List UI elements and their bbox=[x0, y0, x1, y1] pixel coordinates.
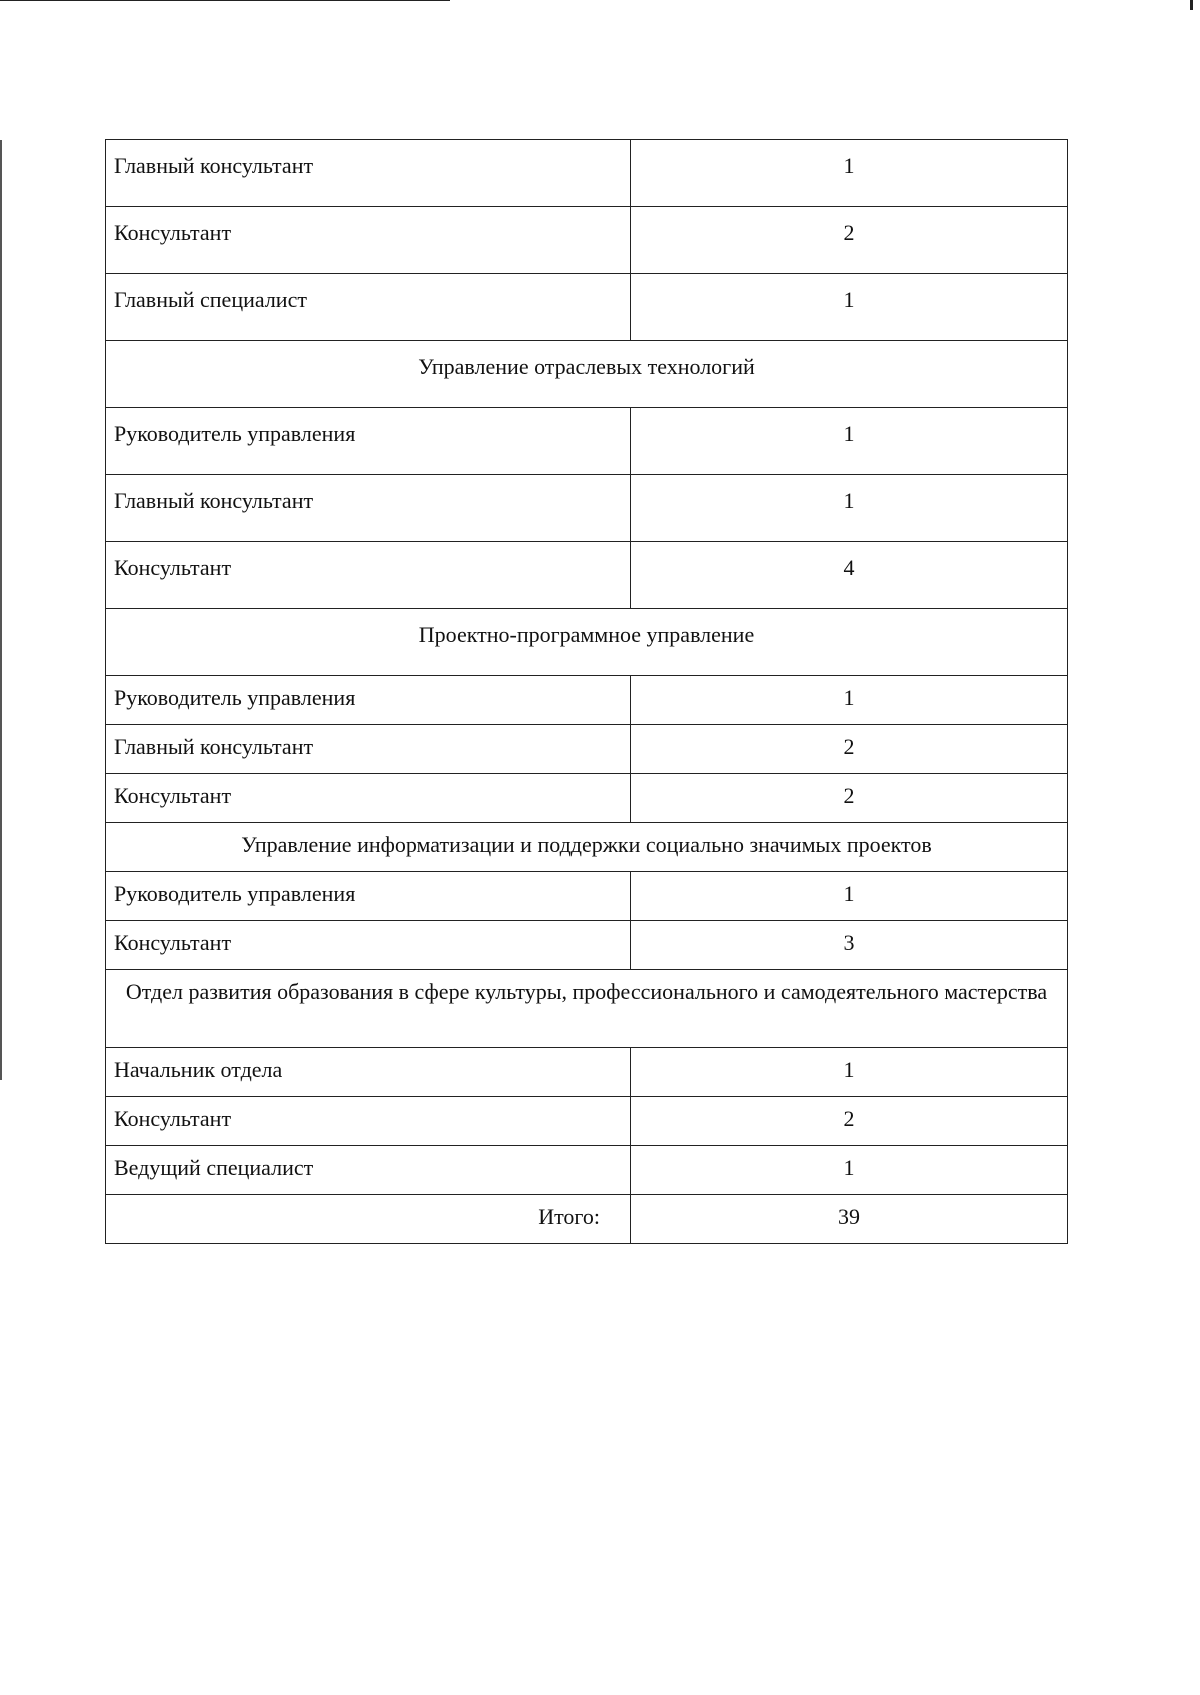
position-row bbox=[106, 274, 1068, 341]
position-name: Консультант bbox=[106, 207, 631, 274]
section-row bbox=[106, 823, 1068, 872]
position-count: 1 bbox=[631, 872, 1068, 921]
position-row bbox=[106, 140, 1068, 207]
section-row bbox=[106, 609, 1068, 676]
position-name: Главный консультант bbox=[106, 140, 631, 207]
position-name: Консультант bbox=[106, 542, 631, 609]
section-title: Управление отраслевых технологий bbox=[106, 341, 1068, 408]
position-row bbox=[106, 725, 1068, 774]
position-count: 1 bbox=[631, 475, 1068, 542]
position-row bbox=[106, 1048, 1068, 1097]
position-row bbox=[106, 475, 1068, 542]
position-row bbox=[106, 872, 1068, 921]
position-name: Консультант bbox=[106, 921, 631, 970]
position-count: 1 bbox=[631, 140, 1068, 207]
total-row bbox=[106, 1195, 1068, 1244]
position-row bbox=[106, 542, 1068, 609]
scan-line-left bbox=[0, 140, 2, 1080]
position-name: Главный консультант bbox=[106, 725, 631, 774]
position-count: 4 bbox=[631, 542, 1068, 609]
position-count: 1 bbox=[631, 274, 1068, 341]
section-row bbox=[106, 341, 1068, 408]
scan-mark-right bbox=[1190, 0, 1193, 10]
total-label: Итого: bbox=[106, 1195, 631, 1244]
position-name: Главный консультант bbox=[106, 475, 631, 542]
position-count: 1 bbox=[631, 676, 1068, 725]
position-count: 1 bbox=[631, 1048, 1068, 1097]
section-title: Управление информатизации и поддержки социально значимых проектов bbox=[106, 823, 1068, 872]
position-name: Консультант bbox=[106, 774, 631, 823]
position-name: Руководитель управления bbox=[106, 408, 631, 475]
section-title: Отдел развития образования в сфере культуры, профессионального и самодеятельного мастерства bbox=[106, 970, 1068, 1048]
position-row bbox=[106, 676, 1068, 725]
position-row bbox=[106, 207, 1068, 274]
position-row bbox=[106, 774, 1068, 823]
position-count: 1 bbox=[631, 1146, 1068, 1195]
scan-line-top bbox=[0, 0, 450, 1]
position-name: Главный специалист bbox=[106, 274, 631, 341]
position-count: 1 bbox=[631, 408, 1068, 475]
position-name: Ведущий специалист bbox=[106, 1146, 631, 1195]
position-count: 2 bbox=[631, 1097, 1068, 1146]
position-count: 2 bbox=[631, 774, 1068, 823]
position-name: Руководитель управления bbox=[106, 872, 631, 921]
position-count: 3 bbox=[631, 921, 1068, 970]
total-value: 39 bbox=[631, 1195, 1068, 1244]
section-title: Проектно-программное управление bbox=[106, 609, 1068, 676]
staff-table-body bbox=[106, 140, 1068, 1244]
position-row bbox=[106, 1146, 1068, 1195]
position-count: 2 bbox=[631, 207, 1068, 274]
position-name: Начальник отдела bbox=[106, 1048, 631, 1097]
position-row bbox=[106, 921, 1068, 970]
position-row bbox=[106, 1097, 1068, 1146]
position-row bbox=[106, 408, 1068, 475]
section-row bbox=[106, 970, 1068, 1048]
position-name: Руководитель управления bbox=[106, 676, 631, 725]
position-name: Консультант bbox=[106, 1097, 631, 1146]
position-count: 2 bbox=[631, 725, 1068, 774]
staff-table bbox=[105, 139, 1068, 1244]
